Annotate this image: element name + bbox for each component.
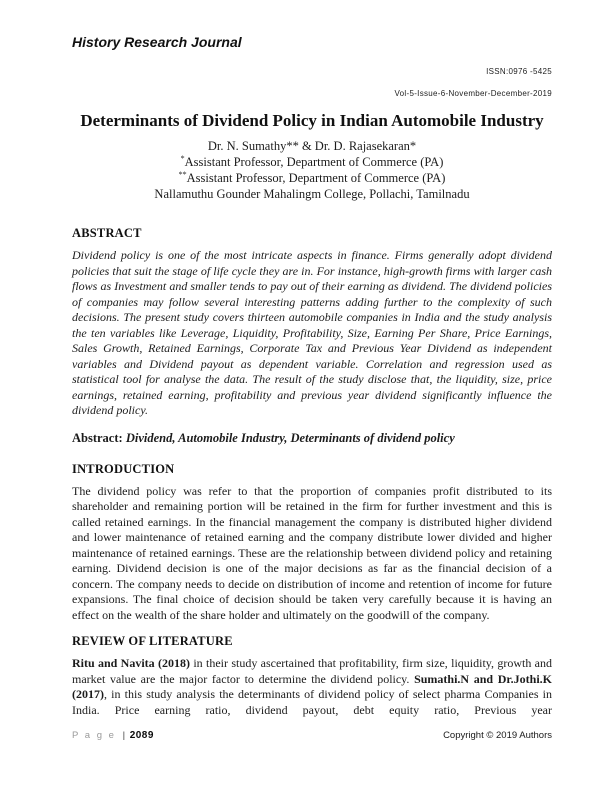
citation-sumathi-jothi: Sumathi.N and Dr.Jothi.K (2017)	[72, 671, 552, 701]
affiliation-text-2: Assistant Professor, Department of Commerce (PA)	[186, 171, 446, 185]
affiliation-line-1	[72, 154, 552, 170]
authors-block	[72, 138, 552, 202]
review-text-1: in their study ascertained that profitability, firm size, liquidity, growth and market value are the major factor to determine the dividend policy.	[72, 656, 552, 686]
page-title: Determinants of Dividend Policy in Indian Automobile Industry	[80, 111, 544, 130]
keywords-value: Dividend, Automobile Industry, Determinants of dividend policy	[125, 430, 455, 445]
journal-name: History Research Journal	[72, 34, 242, 50]
abstract-paragraph: Dividend policy is one of the most intricate aspects in finance. Firms generally adopt dividend policies that suit the stage of life cycle they are in. For instance, high-growth firms with larger cash flows as Investment and smaller tends to pay out of their earning as dividend. The dividend policies of companies may follow several interesting patterns adding further to the complexity of such decisions. The present study covers thirteen automobile companies in India and the study analysis the ten variables like Leverage, Liquidity, Profitability, Size, Earning Per Share, Price Earnings, Sales Growth, Retained Earnings, Corporate Tax and Previous Year Dividend as independent variables and Dividend payout as dependent variable. Correlation and regression used as statistical tool for analyse the data. The result of the study disclose that, the liquidity, size, price earnings, retained earning, profitability and previous year dividend significantly influence the dividend policy.	[72, 248, 552, 417]
review-text-2: , in this study analysis the determinants of dividend policy of select pharma Companies in India. Price earning ratio, dividend payout, debt equity ratio, Previous year	[72, 687, 552, 717]
citation-ritu-navita: Ritu and Navita (2018)	[72, 656, 190, 670]
affiliation-mark-2: **	[178, 169, 187, 179]
page-number-separator: |	[122, 730, 126, 741]
affiliation-text-1: Assistant Professor, Department of Commerce (PA)	[184, 155, 444, 169]
affiliation-line-2	[72, 170, 552, 186]
review-of-literature-heading: REVIEW OF LITERATURE	[72, 634, 233, 648]
author-names: Dr. N. Sumathy** & Dr. D. Rajasekaran*	[207, 139, 417, 153]
issn-number: ISSN:0976 -5425	[486, 67, 552, 76]
copyright-notice: Copyright © 2019 Authors	[443, 730, 552, 741]
college-line: Nallamuthu Gounder Mahalingm College, Pollachi, Tamilnadu	[154, 187, 470, 201]
page-label: P a g e	[72, 730, 116, 741]
abstract-heading: ABSTRACT	[72, 226, 142, 240]
introduction-heading: INTRODUCTION	[72, 461, 175, 476]
page-footer	[72, 730, 552, 741]
review-paragraph	[72, 656, 552, 718]
volume-issue-info: Vol-5-Issue-6-November-December-2019	[394, 89, 552, 98]
affiliation-mark-1: *	[180, 153, 185, 163]
introduction-paragraph: The dividend policy was refer to that the proportion of companies profit distributed to its shareholder and remaining portion will be retained in the firm for further investment and this is called retained earnings. In the financial management the company is distributed higher dividend and lower maintenance of retained earning and the company distribute lower divided and higher maintenance of retained earnings. These are the relationship between dividend policy and retaining earning. Dividend decision is one of the major decisions as far as the financial decision of a concern. The company needs to decide on distribution of income and retention of income for future expansions. The final choice of decision should be taken very carefully because it is having an effect on the wealth of the share holder and ultimately on the goodwill of the company.	[72, 483, 552, 622]
page-number: 2089	[129, 730, 154, 741]
keywords-line	[72, 431, 552, 446]
keywords-label: Abstract:	[72, 430, 123, 445]
page-number-block	[72, 730, 154, 741]
